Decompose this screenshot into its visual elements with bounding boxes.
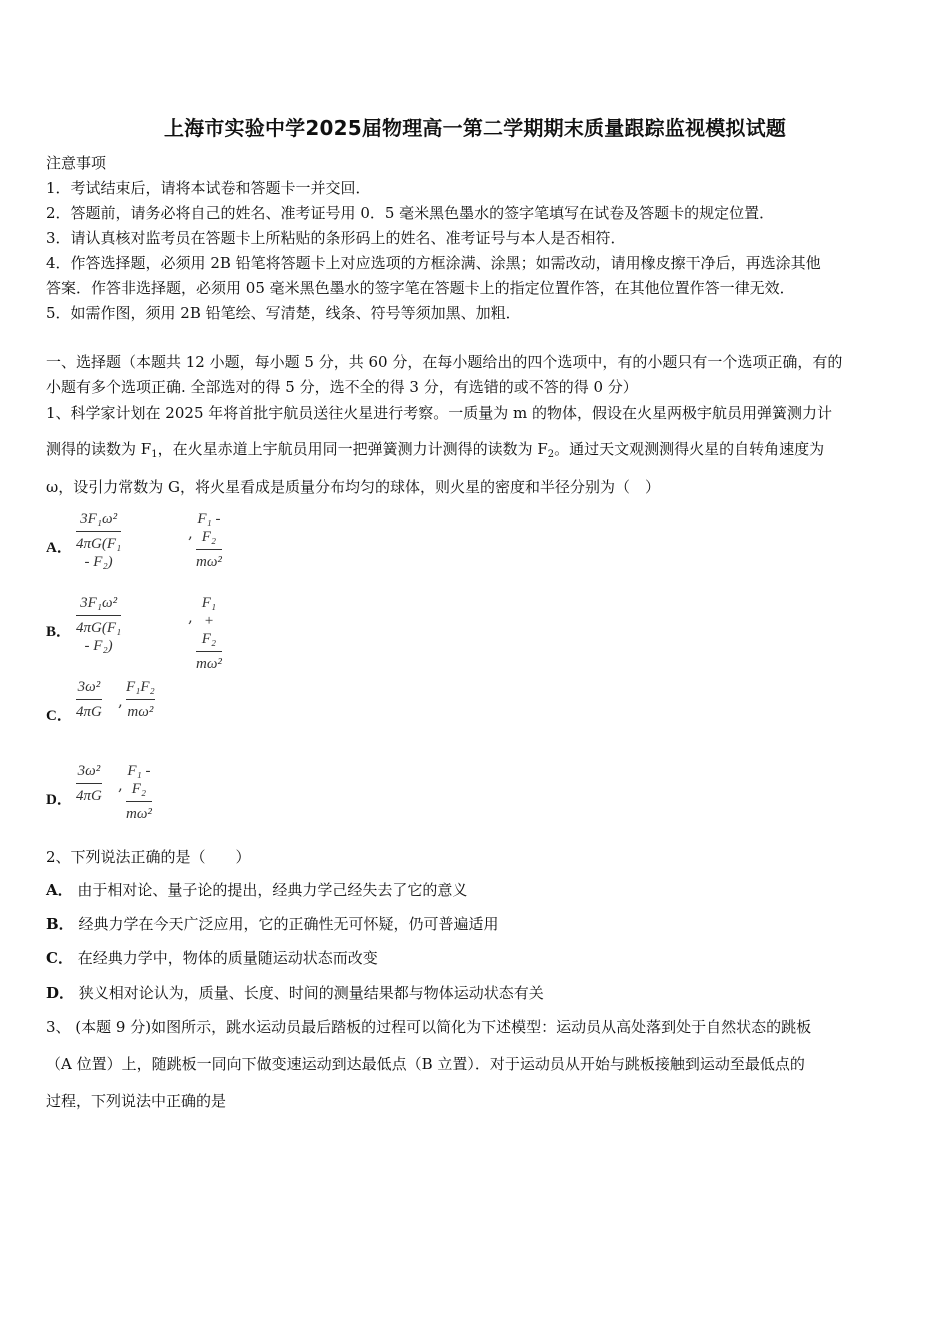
notice-item-4-line-1: 4．作答选择题，必须用 2B 铅笔将答题卡上对应选项的方框涂满、涂黑；如需改动，请用橡皮擦干净后，再选涂其他: [46, 254, 821, 272]
q2-option-d[interactable]: D． 狭义相对论认为，质量、长度、时间的测量结果都与物体运动状态有关: [46, 984, 544, 1002]
notice-item-1: 1．考试结束后，请将本试卷和答题卡一并交回．: [46, 179, 371, 197]
q1-stem-line-2: 测得的读数为 $F_1$，在火星赤道上宇航员用同一把弹簧测力计测得的读数为 $F_2$。通过天文观测测得火星的自转角速度为: [46, 440, 825, 460]
formula-density: 3F₁ω² 4πG(F₁ - F₂): [76, 511, 122, 570]
formula-radius: F₁ - F₂ mω²: [196, 511, 222, 570]
q2-option-b[interactable]: B． 经典力学在今天广泛应用，它的正确性无可怀疑，仍可普遍适用: [46, 915, 499, 933]
section-heading-line-2: 小题有多个选项正确. 全部选对的得 5 分，选不全的得 3 分，有选错的或不答的得 0 分）: [46, 378, 638, 396]
section-heading-line-1: 一、选择题（本题共 12 小题，每小题 5 分，共 60 分，在每小题给出的四个选项中，有的小题只有一个选项正确，有的: [46, 353, 843, 371]
option-letter: C．: [46, 708, 72, 724]
q2-option-c[interactable]: C． 在经典力学中，物体的质量随运动状态而改变: [46, 949, 378, 967]
formula-radius: F₁ - F₂ mω²: [126, 763, 152, 822]
q1-stem-part-a: 1、科学家计划在 2025 年将首批宇航员送往火星进行考察。一质量为 m 的物体，假设在火星两极宇航员用弹簧测力计: [46, 404, 833, 422]
formula-density: 3ω² 4πG: [76, 763, 102, 804]
q3-stem-line-1: 3、 (本题 9 分)如图所示，跳水运动员最后踏板的过程可以简化为下述模型：运动员从高处落到处于自然状态的跳板: [46, 1018, 812, 1036]
notice-item-2: 2．答题前，请务必将自己的姓名、准考证号用 0．5 毫米黑色墨水的签字笔填写在试卷及答题卡的规定位置．: [46, 204, 775, 222]
notice-heading: 注意事项: [46, 154, 107, 172]
option-letter: B．: [46, 624, 72, 640]
q1-stem-line-3: ω，设引力常数为 G，将火星看成是质量分布均匀的球体，则火星的密度和半径分别为（ ）: [46, 478, 660, 496]
q2-option-a[interactable]: A． 由于相对论、量子论的提出，经典力学己经失去了它的意义: [46, 881, 468, 899]
formula-radius: F₁ + F₂ mω²: [196, 595, 222, 672]
option-letter: A．: [46, 540, 72, 556]
q3-stem-line-3: 过程，下列说法中正确的是: [46, 1092, 227, 1110]
formula-density: 3ω² 4πG: [76, 679, 102, 720]
q1-stem-line-1: [46, 402, 832, 423]
option-letter: D．: [46, 792, 72, 808]
notice-item-5: 5．如需作图，须用 2B 铅笔绘、写清楚，线条、符号等须加黑、加粗．: [46, 304, 521, 322]
exam-page: 上海市实验中学2025届物理高一第二学期期末质量跟踪监视模拟试题 注意事项 1．考试结束后，请将本试卷和答题卡一并交回． 2．答题前，请务必将自己的姓名、准考证号用 0．5 毫米黑色墨水的签字笔填写在试卷及答题卡的规定位置． 3．请认真核对监考员在答题卡上所粘贴的条形码上的姓名、准考证号与本人是否相符． 4．作答选择题，必须用 2B 铅笔将答题卡上对应选项的方框涂满、涂黑；如需改动，请用橡皮擦干净后，再选涂其他 答案．作答非选择题，必须用 05 毫米黑色墨水的签字笔在答题卡上的指定位置作答，在其他位置作答一律无效． 5．如需作图，须用 2B 铅笔绘、写清楚，线条、符号等须加黑、加粗． 一、选择题（本题共 12 小题，每小题 5 分，共 60 分，在每小题给出的四个选项中，有的小题只有一个选项正确，有的 小题有多个选项正确. 全部选对的得 5 分，选不全的得 3 分，有选错的或不答的得 0 分） 1、科学家计划在 2025 年将首批宇航员送往火星进行考察。一质量为 m 的物体，假设在火星两极宇航员用弹簧测力计 测得的读数为 $F_1$，在火星赤道上宇航员用同一把弹簧测力计测得的读数为 $F_2$。通过天文观测测得火星的自转角速度为 ω，设引力常数为 G，将火星看成是质量分布均匀的球体，则火星的密度和半径分别为（ ） A． 3F₁ω² 4πG(F₁ - F₂) , F₁ - F₂ mω² B． 3F₁ω² 4πG(F₁ - F₂) , F₁ + F₂ mω² C． 3ω² 4πG , F₁F₂ mω² D． 3ω² 4πG , F₁ - F₂ mω² 2、下列说法正确的是（ ） A． 由于相对论、量子论的提出，经典力学己经失去了它的意义 B． 经典力学在今天广泛应用，它的正确性无可怀疑，仍可普遍适用 C． 在经典力学中，物体的质量随运动状态而改变 D． 狭义相对论认为，质量、长度、时间的测量结果都与物体运动状态有关 3、 (本题 9 分)如图所示，跳水运动员最后踏板的过程可以简化为下述模型：运动员从高处落到处于自然状态的跳板 （A 位置）上，随跳板一同向下做变速运动到达最低点（B 立置）．对于运动员从开始与跳板接触到运动至最低点的 过程，下列说法中正确的是: [0, 0, 950, 1344]
notice-item-3: 3．请认真核对监考员在答题卡上所粘贴的条形码上的姓名、准考证号与本人是否相符．: [46, 229, 626, 247]
page-title: 上海市实验中学2025届物理高一第二学期期末质量跟踪监视模拟试题: [163, 116, 787, 140]
q3-stem-line-2: （A 位置）上，随跳板一同向下做变速运动到达最低点（B 立置）．对于运动员从开始与跳板接触到运动至最低点的: [46, 1055, 805, 1073]
notice-item-4-line-2: 答案．作答非选择题，必须用 05 毫米黑色墨水的签字笔在答题卡上的指定位置作答，在其他位置作答一律无效．: [46, 279, 795, 297]
q2-stem: 2、下列说法正确的是（ ）: [46, 848, 251, 866]
formula-density: 3F₁ω² 4πG(F₁ - F₂): [76, 595, 122, 654]
formula-radius: F₁F₂ mω²: [126, 679, 155, 720]
